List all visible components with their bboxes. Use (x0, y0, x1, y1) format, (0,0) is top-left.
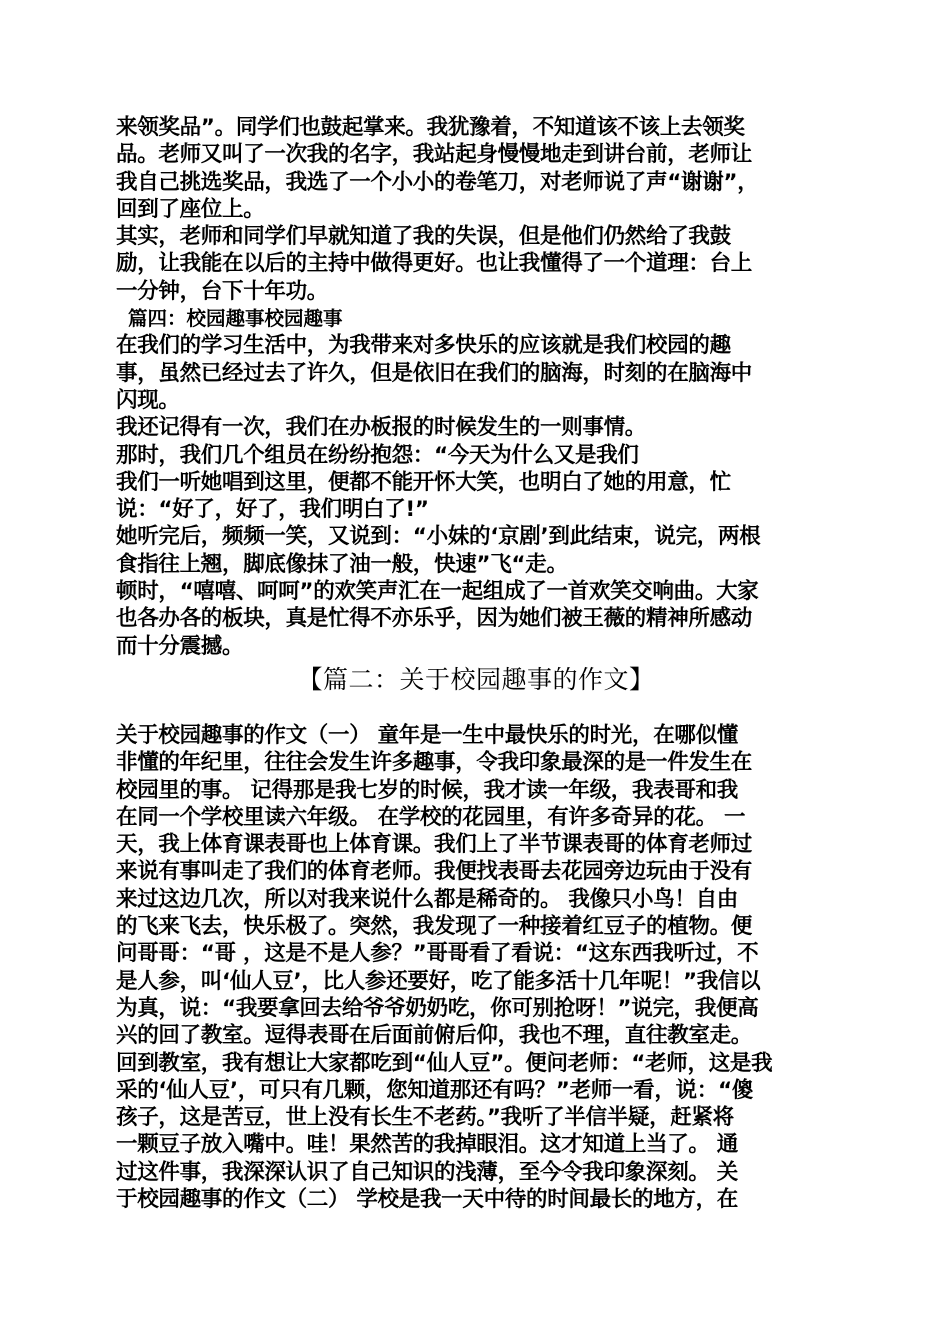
text-line: 她听完后，频频一笑，又说到：“小妹的‘京剧’到此结束，说完，两根 (116, 524, 761, 550)
paragraph (116, 722, 836, 1213)
paragraph (116, 469, 836, 524)
text-line: 兴的回了教室。逗得表哥在后面前俯后仰，我也不理，直往教室走。 (116, 1023, 753, 1049)
text-line: 于校园趣事的作文（二） 学校是我一天中待的时间最长的地方，在 (116, 1186, 738, 1212)
text-line: 食指往上翘，脚底像抹了油一般，快速”飞“走。 (116, 551, 568, 577)
paragraph (116, 442, 836, 469)
text-line: 来过这边几次，所以对我来说什么都是稀奇的。 我像只小鸟！自由 (116, 886, 738, 912)
text-line: 采的‘仙人豆’，可只有几颗，您知道那还有吗？”老师一看，说：“傻 (116, 1077, 753, 1103)
document-page (116, 114, 836, 1213)
text-line: 励，让我能在以后的主持中做得更好。也让我懂得了一个道理：台上 (116, 251, 753, 277)
text-line: 顿时，“嘻嘻、呵呵”的欢笑声汇在一起组成了一首欢笑交响曲。大家 (116, 579, 759, 605)
text-line: 关于校园趣事的作文（一） 童年是一生中最快乐的时光，在哪似懂 (116, 722, 738, 748)
text-line: 校园里的事。 记得那是我七岁的时候，我才读一年级，我表哥和我 (116, 777, 738, 803)
text-line: 问哥哥：“哥 ，这是不是人参？”哥哥看了看说：“这东西我听过，不 (116, 941, 759, 967)
body-text-top (116, 114, 836, 305)
subheading: 篇四：校园趣事校园趣事 (128, 307, 343, 331)
text-line: 其实，老师和同学们早就知道了我的失误，但是他们仍然给了我鼓 (116, 224, 731, 250)
text-line: 我们一听她唱到这里，便都不能开怀大笑，也明白了她的用意，忙 (116, 469, 731, 495)
paragraph (116, 114, 836, 223)
text-line: 是人参，叫‘仙人豆’，比人参还要好，吃了能多活十几年呢！”我信以 (116, 968, 761, 994)
text-line: 而十分震撼。 (116, 633, 244, 659)
text-line: 事，虽然已经过去了许久，但是依旧在我们的脑海，时刻的在脑海中 (116, 360, 753, 386)
paragraph (116, 414, 836, 441)
text-line: 品。老师又叫了一次我的名字，我站起身慢慢地走到讲台前，老师让 (116, 142, 753, 168)
paragraph (116, 578, 836, 660)
text-line: 孩子，这是苦豆，世上没有长生不老药。”我听了半信半疑，赶紧将 (116, 1105, 734, 1131)
text-line: 我还记得有一次，我们在办板报的时候发生的一则事情。 (116, 415, 647, 441)
body-text-bottom (116, 722, 836, 1213)
text-line: 为真，说：“我要拿回去给爷爷奶奶吃，你可别抢呀！”说完，我便高 (116, 995, 759, 1021)
paragraph (116, 523, 836, 578)
body-text-middle (116, 332, 836, 660)
section-title: 【篇二：关于校园趣事的作文】 (297, 664, 655, 694)
text-line: 的飞来飞去，快乐极了。突然，我发现了一种接着红豆子的植物。便 (116, 914, 753, 940)
text-line: 回到教室，我有想让大家都吃到“仙人豆”。便问老师：“老师，这是我 (116, 1050, 773, 1076)
text-line: 在我们的学习生活中，为我带来对多快乐的应该就是我们校园的趣 (116, 333, 731, 359)
text-line: 来说有事叫走了我们的体育老师。我便找表哥去花园旁边玩由于没有 (116, 859, 753, 885)
text-line: 一分钟，台下十年功。 (116, 278, 329, 304)
text-line: 那时，我们几个组员在纷纷抱怨：“今天为什么又是我们 (116, 442, 639, 468)
text-line: 闪现。 (116, 387, 180, 413)
paragraph (116, 223, 836, 305)
text-line: 一颗豆子放入嘴中。哇！果然苦的我掉眼泪。这才知道上当了。 通 (116, 1132, 738, 1158)
text-line: 我自己挑选奖品，我选了一个小小的卷笔刀，对老师说了声“谢谢”， (116, 169, 759, 195)
text-line: 来领奖品”。同学们也鼓起掌来。我犹豫着，不知道该不该上去领奖 (116, 115, 745, 140)
text-line: 在同一个学校里读六年级。 在学校的花园里，有许多奇异的花。 一 (116, 804, 746, 830)
text-line: 回到了座位上。 (116, 196, 265, 222)
text-line: 也各办各的板块，真是忙得不亦乐乎，因为她们被王薇的精神所感动 (116, 606, 753, 632)
text-line: 非懂的年纪里，往往会发生许多趣事，令我印象最深的是一件发生在 (116, 750, 753, 776)
text-line: 过这件事，我深深认识了自己知识的浅薄，至今令我印象深刻。 关 (116, 1159, 738, 1185)
paragraph (116, 332, 836, 414)
text-line: 说：“好了，好了，我们明白了!” (116, 497, 429, 523)
text-line: 天，我上体育课表哥也上体育课。我们上了半节课表哥的体育老师过 (116, 832, 753, 858)
